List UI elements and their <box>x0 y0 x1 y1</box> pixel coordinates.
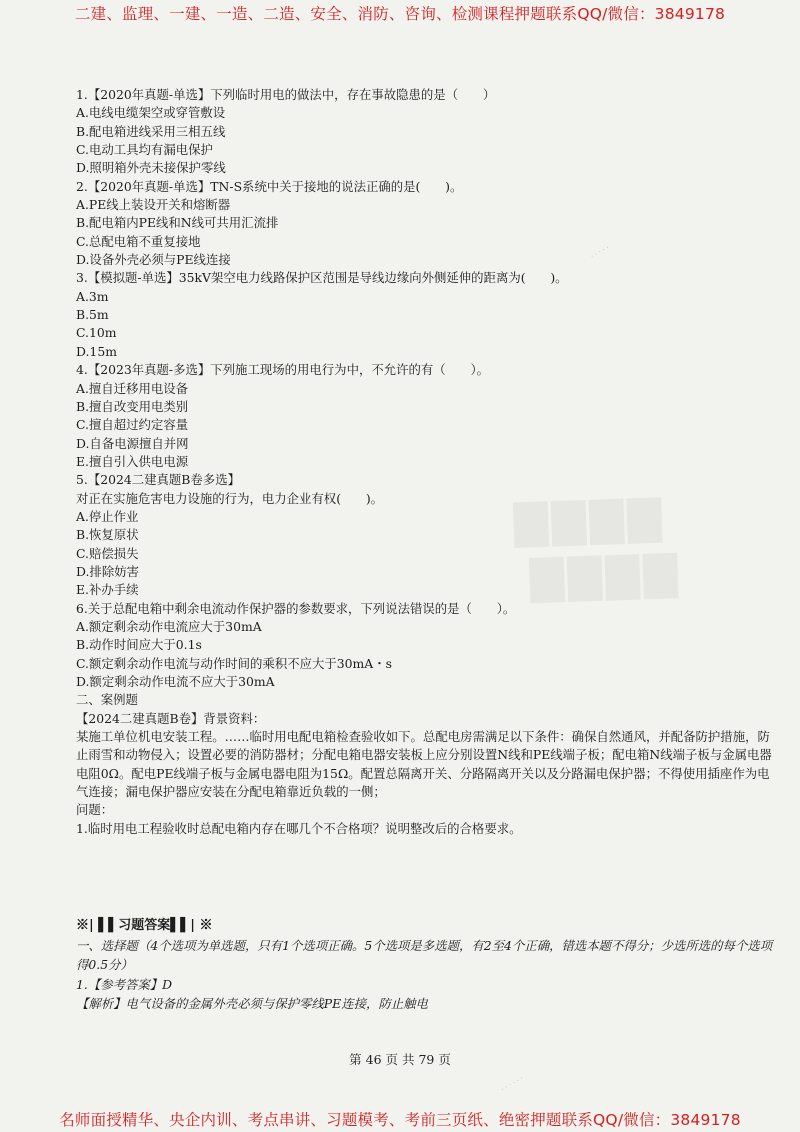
question-option: D.自备电源擅自并网 <box>76 435 189 451</box>
question-option: D.设备外壳必须与PE线连接 <box>76 252 231 268</box>
question-option: A.停止作业 <box>76 508 139 524</box>
case-source: 【2024二建真题B卷】背景资料： <box>76 710 266 726</box>
question-option: C.额定剩余动作电流与动作时间的乘积不应大于30mA・s <box>76 655 393 671</box>
scan-mark: · · · · · <box>589 243 611 261</box>
case-question: 1.临时用电工程验收时总配电箱内存在哪几个不合格项？说明整改后的合格要求。 <box>76 820 522 836</box>
question-5 <box>76 471 776 599</box>
case-body: 某施工单位机电安装工程。……临时用电配电箱检查验收如下。总配电房需满足以下条件：确保自然通风，并配备防护措施，防止雨雪和动物侵入；设置必要的消防器材；分配电箱电器安装板上应分别设置N线和PE线端子板；配电箱N线端子板与金属电器电阻0Ω。配电PE线端子板与金属电器电阻为15Ω。配置总隔离开关、分路隔离开关以及分路漏电保护器；不得使用插座作为电气连接；漏电保护器应安装在分配电箱靠近负载的一侧； <box>76 729 772 800</box>
question-stem: 2.【2020年真题-单选】TN-S系统中关于接地的说法正确的是( )。 <box>76 178 463 194</box>
answer-heading: ※| ▌▌习题答案▌▌| ※ <box>76 918 213 933</box>
question-4 <box>76 361 776 471</box>
question-option: A.PE线上装设开关和熔断器 <box>76 197 231 213</box>
question-option: B.动作时间应大于0.1s <box>76 637 202 653</box>
question-option: D.15m <box>76 343 117 359</box>
question-option: D.排除妨害 <box>76 563 139 579</box>
question-stem: 3.【模拟题-单选】35kV架空电力线路保护区范围是导线边缘向外侧延伸的距离为( )。 <box>76 270 568 286</box>
question-option: E.补办手续 <box>76 582 139 598</box>
question-option: C.总配电箱不重复接地 <box>76 233 201 249</box>
answer-intro: 一、选择题（4个选项为单选题，只有1个选项正确。5个选项是多选题，有2至4个正确，错选本题不得分；少选所选的每个选项得0.5分） <box>76 937 773 972</box>
question-option: A.3m <box>76 288 109 304</box>
question-option: C.赔偿损失 <box>76 545 139 561</box>
question-1 <box>76 86 776 178</box>
question-2 <box>76 178 776 270</box>
question-label: 问题： <box>76 802 114 818</box>
question-option: D.额定剩余动作电流不应大于30mA <box>76 674 275 689</box>
question-stem: 5.【2024二建真题B卷多选】 <box>76 472 240 488</box>
question-option: A.擅自迁移用电设备 <box>76 380 189 396</box>
question-option: B.配电箱内PE线和N线可共用汇流排 <box>76 215 279 231</box>
question-option: C.10m <box>76 325 117 341</box>
question-stem-continued: 对正在实施危害电力设施的行为，电力企业有权( )。 <box>76 490 384 506</box>
scan-mark: · · · · · · <box>499 1074 525 1094</box>
question-option: C.电动工具均有漏电保护 <box>76 142 213 158</box>
question-6 <box>76 600 776 692</box>
question-option: B.5m <box>76 307 109 323</box>
answer-explanation: 【解析】电气设备的金属外壳必须与保护零线PE连接，防止触电 <box>76 996 428 1011</box>
question-option: C.擅自超过约定容量 <box>76 417 189 433</box>
top-banner: 二建、监理、一建、一造、二造、安全、消防、咨询、检测课程押题联系QQ/微信：3849178 <box>74 5 726 23</box>
question-option: D.照明箱外壳未接保护零线 <box>76 160 226 176</box>
question-option: E.擅自引入供电电源 <box>76 453 189 469</box>
page-number: 第 46 页 共 79 页 <box>349 1052 451 1067</box>
answer-section <box>76 916 776 1014</box>
bottom-banner: 名师面授精华、央企内训、考点串讲、习题模考、考前三页纸、绝密押题联系QQ/微信：3849178 <box>59 1111 741 1129</box>
section-title: 二、案例题 <box>76 692 138 708</box>
question-3 <box>76 269 776 361</box>
question-option: B.恢复原状 <box>76 527 139 543</box>
question-option: A.额定剩余动作电流应大于30mA <box>76 618 262 634</box>
question-option: A.电线电缆架空或穿管敷设 <box>76 105 226 121</box>
question-stem: 6.关于总配电箱中剩余电流动作保护器的参数要求，下列说法错误的是（ ）。 <box>76 600 516 616</box>
document-body <box>76 86 776 838</box>
question-option: B.擅自改变用电类别 <box>76 398 189 414</box>
question-stem: 4.【2023年真题-多选】下列施工现场的用电行为中，不允许的有（ ）。 <box>76 362 490 378</box>
answer-item: 1.【参考答案】D <box>76 976 173 992</box>
faded-watermark: ▇▇▇▇ ▇▇▇▇ <box>513 491 683 604</box>
question-stem: 1.【2020年真题-单选】下列临时用电的做法中，存在事故隐患的是（ ） <box>76 87 496 102</box>
question-option: B.配电箱进线采用三相五线 <box>76 123 226 139</box>
case-section <box>76 691 776 838</box>
